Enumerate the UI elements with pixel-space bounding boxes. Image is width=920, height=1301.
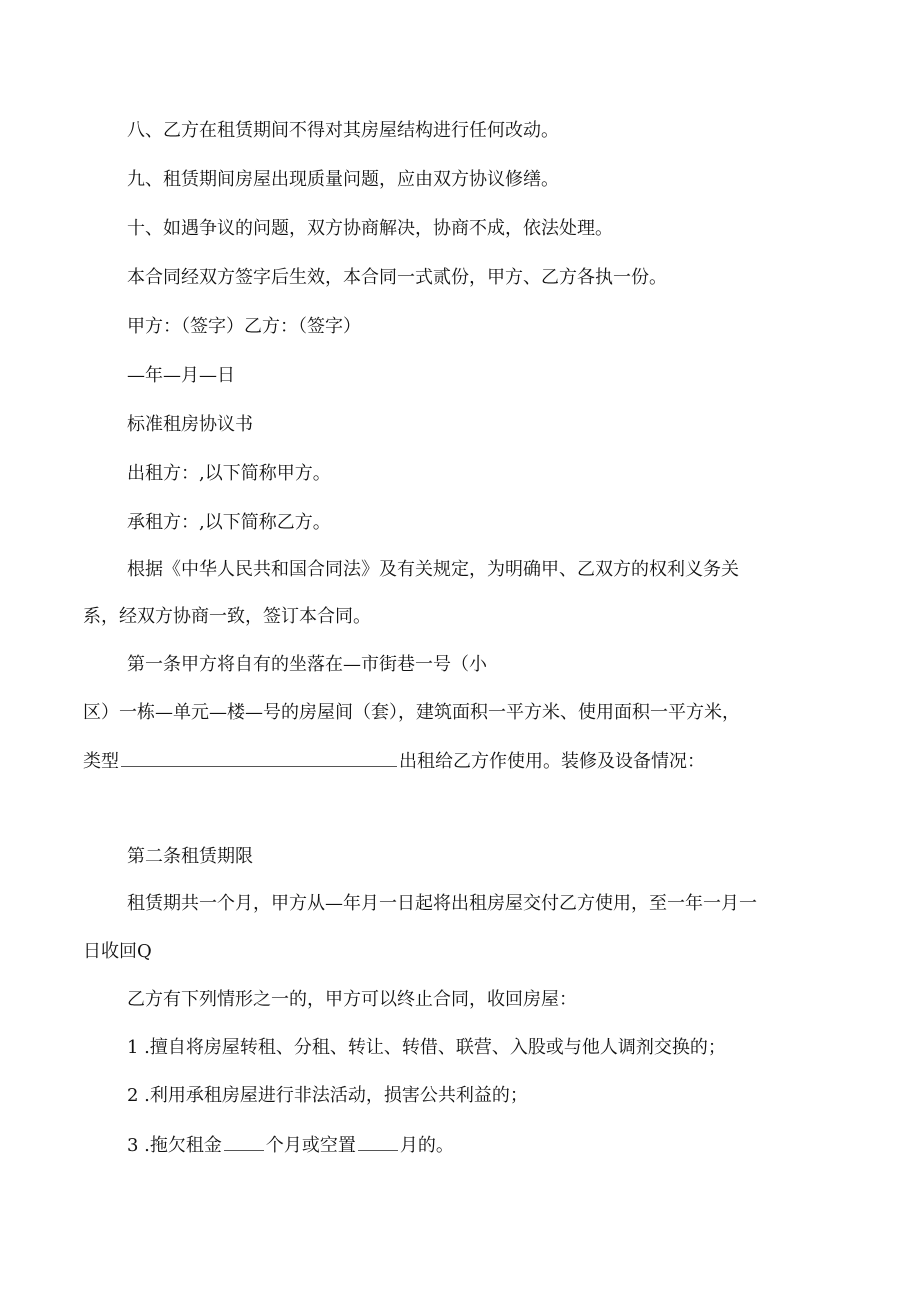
article-1-line-1: 第一条甲方将自有的坐落在—市街巷一号（小 — [127, 654, 487, 675]
termination-item-3-end: 月的。 — [399, 1135, 454, 1156]
termination-item-3-mid: 个月或空置 — [265, 1135, 356, 1156]
clause-9: 九、租赁期间房屋出现质量问题，应由双方协议修缮。 — [127, 169, 559, 190]
document-title: 标准租房协议书 — [127, 414, 253, 435]
months-rent-blank — [224, 1132, 264, 1151]
article-1-line-2: 区）一栋—单元—楼—号的房屋间（套），建筑面积一平方米、使用面积一平方米， — [83, 702, 740, 723]
termination-item-3 — [127, 1132, 454, 1158]
lessor-line: 出租方：,以下简称甲方。 — [127, 463, 331, 484]
preamble-line-1: 根据《中华人民共和国合同法》及有关规定，为明确甲、乙双方的权利义务关 — [127, 559, 739, 580]
preamble-line-2: 系，经双方协商一致，签订本合同。 — [83, 606, 371, 627]
termination-item-1: 1 .擅自将房屋转租、分租、转让、转借、联营、入股或与他人调剂交换的； — [127, 1037, 726, 1058]
termination-item-3-start: 3 .拖欠租金 — [127, 1135, 222, 1156]
clause-8: 八、乙方在租赁期间不得对其房屋结构进行任何改动。 — [127, 120, 559, 141]
termination-intro: 乙方有下列情形之一的，甲方可以终止合同，收回房屋： — [127, 989, 577, 1010]
signature-line: 甲方：（签字）乙方：（签字） — [127, 316, 361, 337]
lessee-line: 承租方：,以下简称乙方。 — [127, 512, 331, 533]
article-1-tail: 出租给乙方作使用。装修及设备情况： — [399, 751, 705, 772]
clause-10: 十、如遇争议的问题，双方协商解决，协商不成，依法处理。 — [127, 218, 613, 239]
termination-item-2: 2 .利用承租房屋进行非法活动，损害公共利益的； — [127, 1085, 528, 1106]
article-2-heading: 第二条租赁期限 — [127, 846, 253, 867]
date-line: —年—月—日 — [127, 365, 235, 386]
type-label: 类型 — [83, 751, 119, 772]
article-2-line-2: 日收回Q — [83, 941, 152, 962]
article-2-line-1: 租赁期共一个月，甲方从—年月一日起将出租房屋交付乙方使用，至一年一月一 — [127, 893, 757, 914]
effective-clause: 本合同经双方签字后生效，本合同一式贰份，甲方、乙方各执一份。 — [127, 267, 667, 288]
type-blank — [121, 748, 397, 767]
article-1-line-3 — [83, 748, 705, 774]
months-vacant-blank — [358, 1132, 398, 1151]
